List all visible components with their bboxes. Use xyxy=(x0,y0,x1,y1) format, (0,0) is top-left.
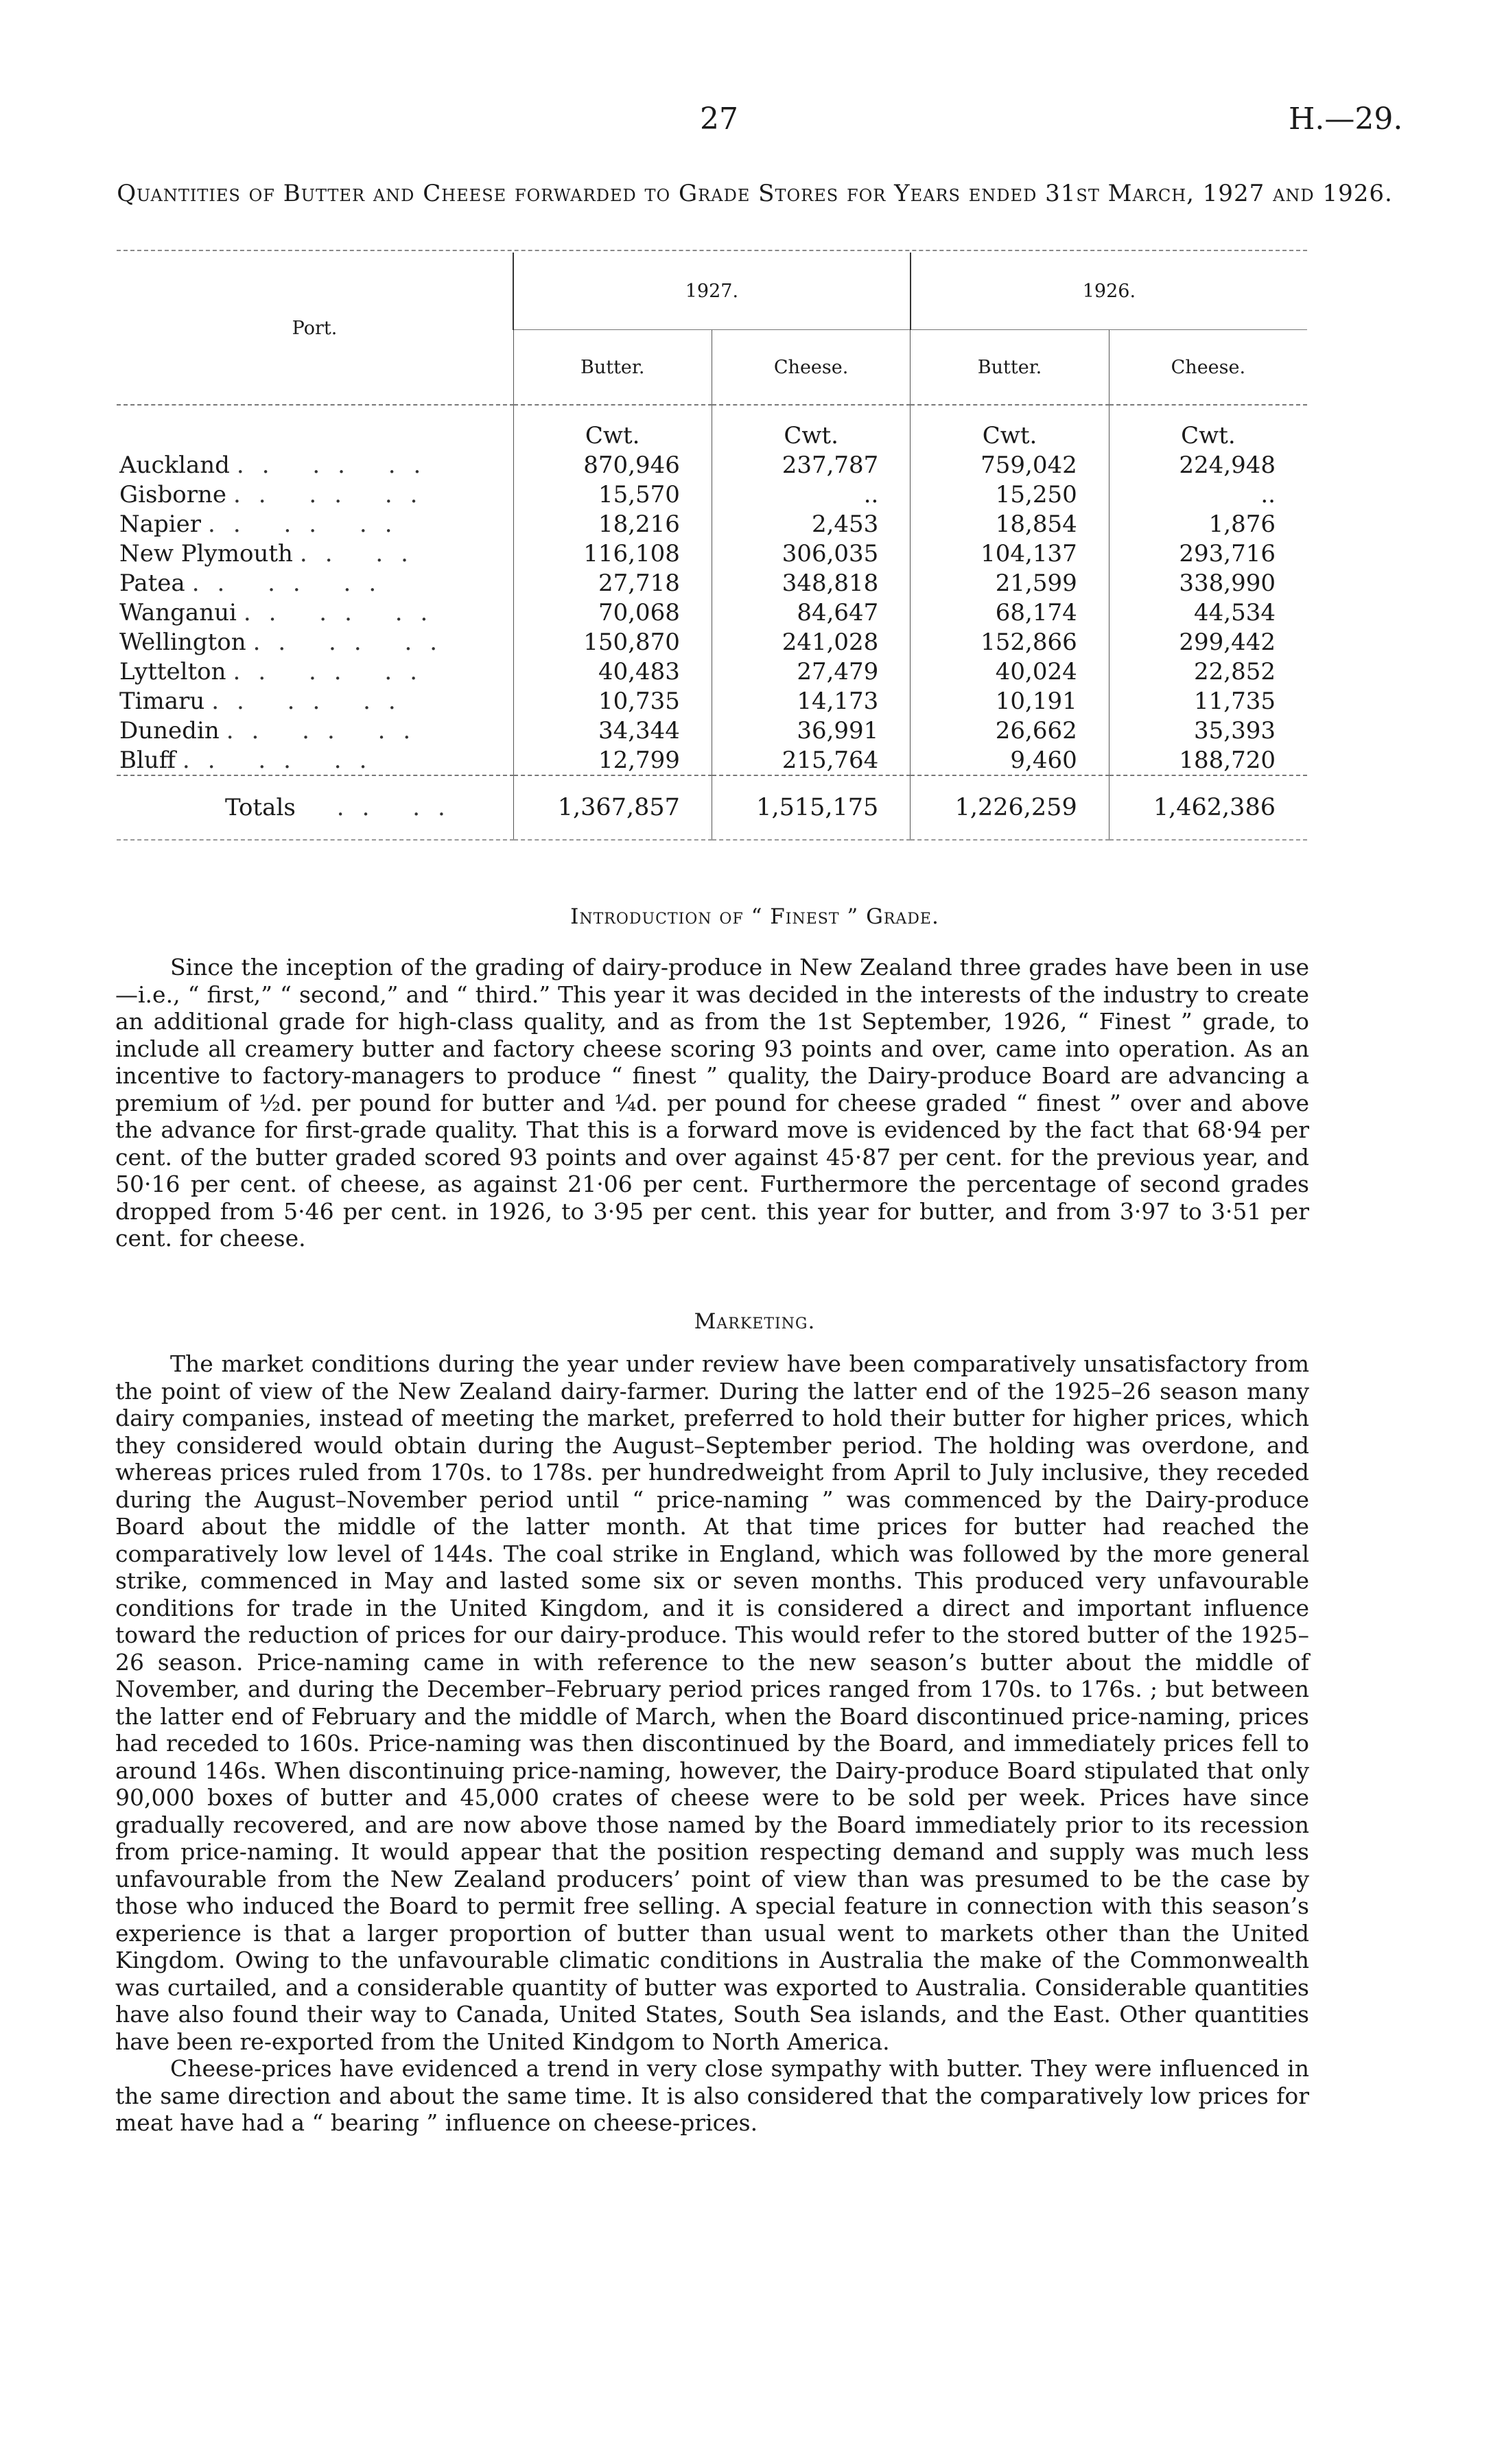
unit-row xyxy=(117,405,1307,450)
port-name: Dunedin xyxy=(119,716,220,744)
table-row xyxy=(117,627,1307,657)
leader-dots: .. .. .. xyxy=(233,480,436,508)
value-cell: 10,191 xyxy=(911,686,1109,716)
page-number: 27 xyxy=(700,102,738,137)
table-row xyxy=(117,539,1307,568)
port-cell xyxy=(117,480,513,509)
unit-cell: Cwt. xyxy=(911,405,1109,450)
value-cell: 150,870 xyxy=(513,627,712,657)
table-row xyxy=(117,598,1307,627)
value-cell: 34,344 xyxy=(513,716,712,745)
year-header-1927: 1927. xyxy=(513,253,911,330)
table-title: Quantities of Butter and Cheese forwarded to Grade Stores for Years ended 31st March, 1927 and 1926. xyxy=(117,180,1393,207)
value-cell: 9,460 xyxy=(911,745,1109,775)
value-cell: 241,028 xyxy=(712,627,910,657)
value-cell: 215,764 xyxy=(712,745,910,775)
value-cell: 188,720 xyxy=(1109,745,1307,775)
leader-dots: .. .. xyxy=(299,539,426,567)
value-cell: .. xyxy=(712,480,910,509)
value-cell: 84,647 xyxy=(712,598,910,627)
port-name: Timaru xyxy=(119,687,205,715)
col-header-butter-1927: Butter. xyxy=(513,330,712,406)
table-row xyxy=(117,480,1307,509)
value-cell: 15,250 xyxy=(911,480,1109,509)
port-cell xyxy=(117,716,513,745)
table-top-rule xyxy=(117,250,1307,251)
col-header-butter-1926: Butter. xyxy=(911,330,1109,406)
value-cell: 14,173 xyxy=(712,686,910,716)
port-name: Napier xyxy=(119,510,202,538)
value-cell: 18,854 xyxy=(911,509,1109,539)
finest-grade-paragraph: Since the inception of the grading of dairy-produce in New Zealand three grades have been in use—i.e., “ first,” “ second,” and “ third.” This year it was decided in the interests of the industry to create an additional grade for high-class quality, and as from the 1st September, 1926, “ Finest ” grade, to include all creamery butter and factory cheese scoring 93 points and over, came into operation. As an incentive to factory-managers to produce “ finest ” quality, the Dairy-produce Board are advancing a premium of ½d. per pound for butter and ¼d. per pound for cheese graded “ finest ” over and above the advance for first-grade quality. That this is a forward move is evidenced by the fact that 68·94 per cent. of the butter graded scored 93 points and over against 45·87 per cent. for the previous year, and 50·16 per cent. of cheese, as against 21·06 per cent. Furthermore the percentage of second grades dropped from 5·46 per cent. in 1926, to 3·95 per cent. this year for butter, and from 3·97 to 3·51 per cent. for cheese. xyxy=(115,954,1309,1252)
value-cell: 116,108 xyxy=(513,539,712,568)
leader-dots: .. .. .. xyxy=(233,657,436,685)
value-cell: 15,570 xyxy=(513,480,712,509)
port-cell xyxy=(117,657,513,686)
value-cell: 27,479 xyxy=(712,657,910,686)
port-name: Gisborne xyxy=(119,480,226,508)
port-name: Auckland xyxy=(119,451,230,479)
value-cell: 870,946 xyxy=(513,450,712,480)
port-cell xyxy=(117,509,513,539)
table-row xyxy=(117,450,1307,480)
value-cell: 22,852 xyxy=(1109,657,1307,686)
port-cell xyxy=(117,539,513,568)
port-name: New Plymouth xyxy=(119,539,293,567)
value-cell: 759,042 xyxy=(911,450,1109,480)
leader-dots: .. .. .. xyxy=(253,628,456,656)
port-name: Patea xyxy=(119,569,185,597)
port-cell xyxy=(117,598,513,627)
port-header: Port. xyxy=(117,253,513,405)
value-cell: 1,876 xyxy=(1109,509,1307,539)
port-cell xyxy=(117,568,513,598)
port-cell xyxy=(117,627,513,657)
table-row xyxy=(117,568,1307,598)
total-cell: 1,462,386 xyxy=(1109,775,1307,840)
table-row xyxy=(117,716,1307,745)
total-cell: 1,226,259 xyxy=(911,775,1109,840)
table-row xyxy=(117,657,1307,686)
leader-dots: .. .. .. xyxy=(208,510,410,538)
port-cell xyxy=(117,686,513,716)
leader-dots: .. .. xyxy=(336,794,463,821)
value-cell: 11,735 xyxy=(1109,686,1307,716)
totals-cell xyxy=(117,775,513,840)
port-name: Wellington xyxy=(119,628,246,656)
totals-label: Totals xyxy=(225,794,296,821)
port-name: Wanganui xyxy=(119,598,237,626)
value-cell: 348,818 xyxy=(712,568,910,598)
value-cell: 152,866 xyxy=(911,627,1109,657)
value-cell: 40,024 xyxy=(911,657,1109,686)
value-cell: 12,799 xyxy=(513,745,712,775)
total-cell: 1,367,857 xyxy=(513,775,712,840)
value-cell: 10,735 xyxy=(513,686,712,716)
value-cell: 306,035 xyxy=(712,539,910,568)
leader-dots: .. .. .. xyxy=(191,569,395,597)
value-cell: 293,716 xyxy=(1109,539,1307,568)
table-body xyxy=(117,405,1307,840)
value-cell: 27,718 xyxy=(513,568,712,598)
value-cell: 21,599 xyxy=(911,568,1109,598)
page-code: H.—29. xyxy=(1289,102,1403,137)
year-header-1926: 1926. xyxy=(911,253,1307,330)
finest-grade-heading: Introduction of “ Finest ” Grade. xyxy=(570,904,939,929)
value-cell: 224,948 xyxy=(1109,450,1307,480)
value-cell: 36,991 xyxy=(712,716,910,745)
port-name: Lyttelton xyxy=(119,657,226,685)
value-cell: 68,174 xyxy=(911,598,1109,627)
value-cell: 299,442 xyxy=(1109,627,1307,657)
unit-cell: Cwt. xyxy=(513,405,712,450)
port-name: Bluff xyxy=(119,746,176,774)
leader-dots: .. .. .. xyxy=(243,598,446,626)
grade-stores-table xyxy=(117,253,1307,841)
marketing-paragraph-2: Cheese-prices have evidenced a trend in very close sympathy with butter. They were influenced in the same direction and about the same time. It is also considered that the comparatively low prices for meat have had a “ bearing ” influence on cheese-prices. xyxy=(115,2055,1309,2136)
value-cell: .. xyxy=(1109,480,1307,509)
value-cell: 237,787 xyxy=(712,450,910,480)
value-cell: 70,068 xyxy=(513,598,712,627)
leader-dots: .. .. .. xyxy=(226,716,429,744)
unit-cell: Cwt. xyxy=(1109,405,1307,450)
port-cell xyxy=(117,745,513,775)
totals-row xyxy=(117,775,1307,840)
table-row xyxy=(117,509,1307,539)
port-cell xyxy=(117,450,513,480)
value-cell: 104,137 xyxy=(911,539,1109,568)
col-header-cheese-1927: Cheese. xyxy=(712,330,910,406)
leader-dots: .. .. .. xyxy=(211,687,414,715)
table-row xyxy=(117,745,1307,775)
value-cell: 26,662 xyxy=(911,716,1109,745)
value-cell: 2,453 xyxy=(712,509,910,539)
leader-dots: .. .. .. xyxy=(236,451,439,479)
unit-cell: Cwt. xyxy=(712,405,910,450)
marketing-heading: Marketing. xyxy=(694,1309,816,1334)
leader-dots: .. .. .. xyxy=(182,746,385,774)
table-row xyxy=(117,686,1307,716)
value-cell: 35,393 xyxy=(1109,716,1307,745)
total-cell: 1,515,175 xyxy=(712,775,910,840)
value-cell: 44,534 xyxy=(1109,598,1307,627)
col-header-cheese-1926: Cheese. xyxy=(1109,330,1307,406)
value-cell: 338,990 xyxy=(1109,568,1307,598)
value-cell: 40,483 xyxy=(513,657,712,686)
marketing-paragraph-1: The market conditions during the year under review have been comparatively unsatisfactory from the point of view of the New Zealand dairy-farmer. During the latter end of the 1925–26 season many dairy companies, instead of meeting the market, preferred to hold their butter for higher prices, which they considered would obtain during the August–September period. The holding was overdone, and whereas prices ruled from 170s. to 178s. per hundredweight from April to July inclusive, they receded during the August–November period until “ price-naming ” was commenced by the Dairy-produce Board about the middle of the latter month. At that time prices for butter had reached the comparatively low level of 144s. The coal strike in England, which was followed by the more general strike, commenced in May and lasted some six or seven months. This produced very unfavourable conditions for trade in the United Kingdom, and it is considered a direct and important influence toward the reduction of prices for our dairy-produce. This would refer to the stored butter of the 1925–26 season. Price-naming came in with reference to the new season’s butter about the middle of November, and during the December–February period prices ranged from 170s. to 176s. ; but between the latter end of February and the middle of March, when the Board discontinued price-naming, prices had receded to 160s. Price-naming was then discontinued by the Board, and immediately prices fell to around 146s. When discontinuing price-naming, however, the Dairy-produce Board stipulated that only 90,000 boxes of butter and 45,000 crates of cheese were to be sold per week. Prices have since gradually recovered, and are now above those named by the Board immediately prior to its recession from price-naming. It would appear that the position respecting demand and supply was much less unfavourable from the New Zealand producers’ point of view than was presumed to be the case by those who induced the Board to permit free selling. A special feature in connection with this season’s experience is that a larger proportion of butter than usual went to markets other than the United Kingdom. Owing to the unfavourable climatic conditions in Australia the make of the Commonwealth was curtailed, and a considerable quantity of butter was exported to Australia. Considerable quantities have also found their way to Canada, United States, South Sea islands, and the East. Other quantities have been re-exported from the United Kindgom to North America. xyxy=(115,1350,1309,2055)
value-cell: 18,216 xyxy=(513,509,712,539)
